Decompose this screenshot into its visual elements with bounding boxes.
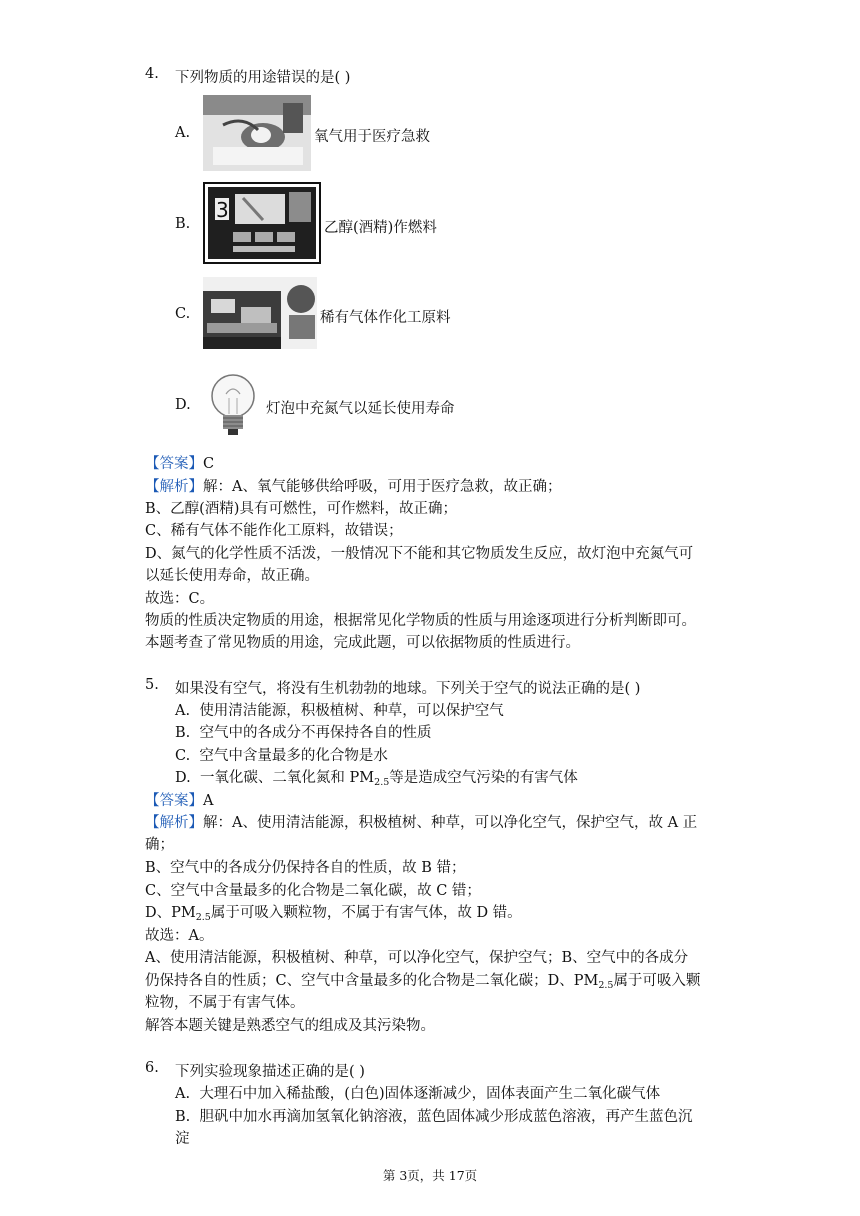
q4-option-a-letter: A.: [175, 125, 191, 141]
q4-answer: [145, 452, 214, 473]
q4-analysis-line-8: 本题考查了常见物质的用途，完成此题，可以依据物质的性质进行。: [145, 635, 580, 651]
q4-analysis-line-7: 物质的性质决定物质的用途，根据常见化学物质的性质与用途逐项进行分析判断即可。: [145, 613, 696, 629]
q6-option-b-continued: 淀: [175, 1131, 190, 1147]
q5-answer: [145, 789, 213, 810]
q4-analysis-line-6: 故选：C。: [145, 591, 215, 607]
analysis-tag: 【解析】: [145, 815, 203, 831]
q4-option-a-text: 氧气用于医疗急救: [314, 129, 430, 145]
q4-analysis-line-3: C、稀有气体不能作化工原料，故错误；: [145, 523, 403, 539]
answer-tag: 【答案】: [145, 793, 203, 809]
page-footer: 第 3页，共 17页: [382, 1168, 478, 1183]
q4-option-c-text: 稀有气体作化工原料: [320, 310, 451, 326]
q4-answer-value: C: [203, 456, 215, 472]
q4-number: 4.: [145, 66, 159, 82]
q5-option-d: D. 一氧化碳、二氧化氮和 $PM_{2.5}$等是造成空气污染的有害气体: [175, 770, 578, 788]
q5-option-a: A. 使用清洁能源，积极植树、种草，可以保护空气: [175, 703, 504, 719]
q4-option-c-letter: C.: [175, 306, 191, 322]
q4-option-b-letter: B.: [175, 216, 191, 232]
q5-answer-value: A: [203, 793, 214, 809]
q6-stem: 下列实验现象描述正确的是( ): [175, 1064, 365, 1080]
q4-option-d-letter: D.: [175, 397, 191, 413]
q6-option-a: A. 大理石中加入稀盐酸，(白色)固体逐渐减少，固体表面产生二氧化碳气体: [175, 1086, 661, 1102]
q6-number: 6.: [145, 1060, 159, 1076]
q5-option-c: C. 空气中含量最多的化合物是水: [175, 748, 388, 764]
answer-tag: 【答案】: [145, 456, 203, 472]
q5-option-b: B. 空气中的各成分不再保持各自的性质: [175, 725, 432, 741]
q5-analysis-line-3: B、空气中的各成分仍保持各自的性质，故 B 错；: [145, 860, 466, 876]
q5-summary-line-2: 仍保持各自的性质；C、空气中含量最多的化合物是二氧化碳；D、$PM_{2.5}$属于可吸入颗: [145, 973, 701, 991]
light-bulb-icon: [204, 372, 262, 438]
medical-oxygen-photo: [203, 95, 311, 171]
analysis-tag: 【解析】: [145, 479, 203, 495]
q5-summary-line-3: 粒物，不属于有害气体。: [145, 995, 305, 1011]
q6-option-b: B. 胆矾中加水再滴加氢氧化钠溶液，蓝色固体减少形成蓝色溶液，再产生蓝色沉: [175, 1109, 693, 1125]
q4-stem: 下列物质的用途错误的是( ): [175, 70, 351, 86]
chemical-plant-photo: [203, 277, 317, 349]
q5-analysis-line-5: D、$PM_{2.5}$属于可吸入颗粒物，不属于有害气体，故 D 错。: [145, 905, 522, 923]
q5-summary-line-1: A、使用清洁能源，积极植树、种草，可以净化空气，保护空气；B、空气中的各成分: [145, 950, 689, 966]
q4-analysis-line-1: 【解析】解：A、氧气能够供给呼吸，可用于医疗急救，故正确；: [145, 479, 562, 495]
q5-summary-line-4: 解答本题关键是熟悉空气的组成及其污染物。: [145, 1018, 435, 1034]
q5-number: 5.: [145, 677, 159, 693]
q4-analysis-line-2: B、乙醇(酒精)具有可燃性，可作燃料，故正确；: [145, 501, 457, 517]
q5-stem: 如果没有空气，将没有生机勃勃的地球。下列关于空气的说法正确的是( ): [175, 681, 641, 697]
q4-analysis-line-5: 以延长使用寿命，故正确。: [145, 568, 319, 584]
q4-analysis-line-4: D、氮气的化学性质不活泼，一般情况下不能和其它物质发生反应，故灯泡中充氮气可: [145, 546, 694, 562]
q5-choose: 故选：A。: [145, 928, 214, 944]
q5-analysis-line-4: C、空气中含量最多的化合物是二氧化碳，故 C 错；: [145, 883, 481, 899]
svg-text:3: 3: [216, 198, 229, 222]
q4-option-d-text: 灯泡中充氮气以延长使用寿命: [266, 401, 455, 417]
q4-option-b-text: 乙醇(酒精)作燃料: [324, 220, 437, 236]
fuel-pump-photo: [203, 182, 321, 264]
q5-analysis-line-1: 【解析】解：A、使用清洁能源，积极植树、种草，可以净化空气，保护空气，故 A 正: [145, 815, 698, 831]
q5-analysis-line-2: 确；: [145, 837, 174, 853]
